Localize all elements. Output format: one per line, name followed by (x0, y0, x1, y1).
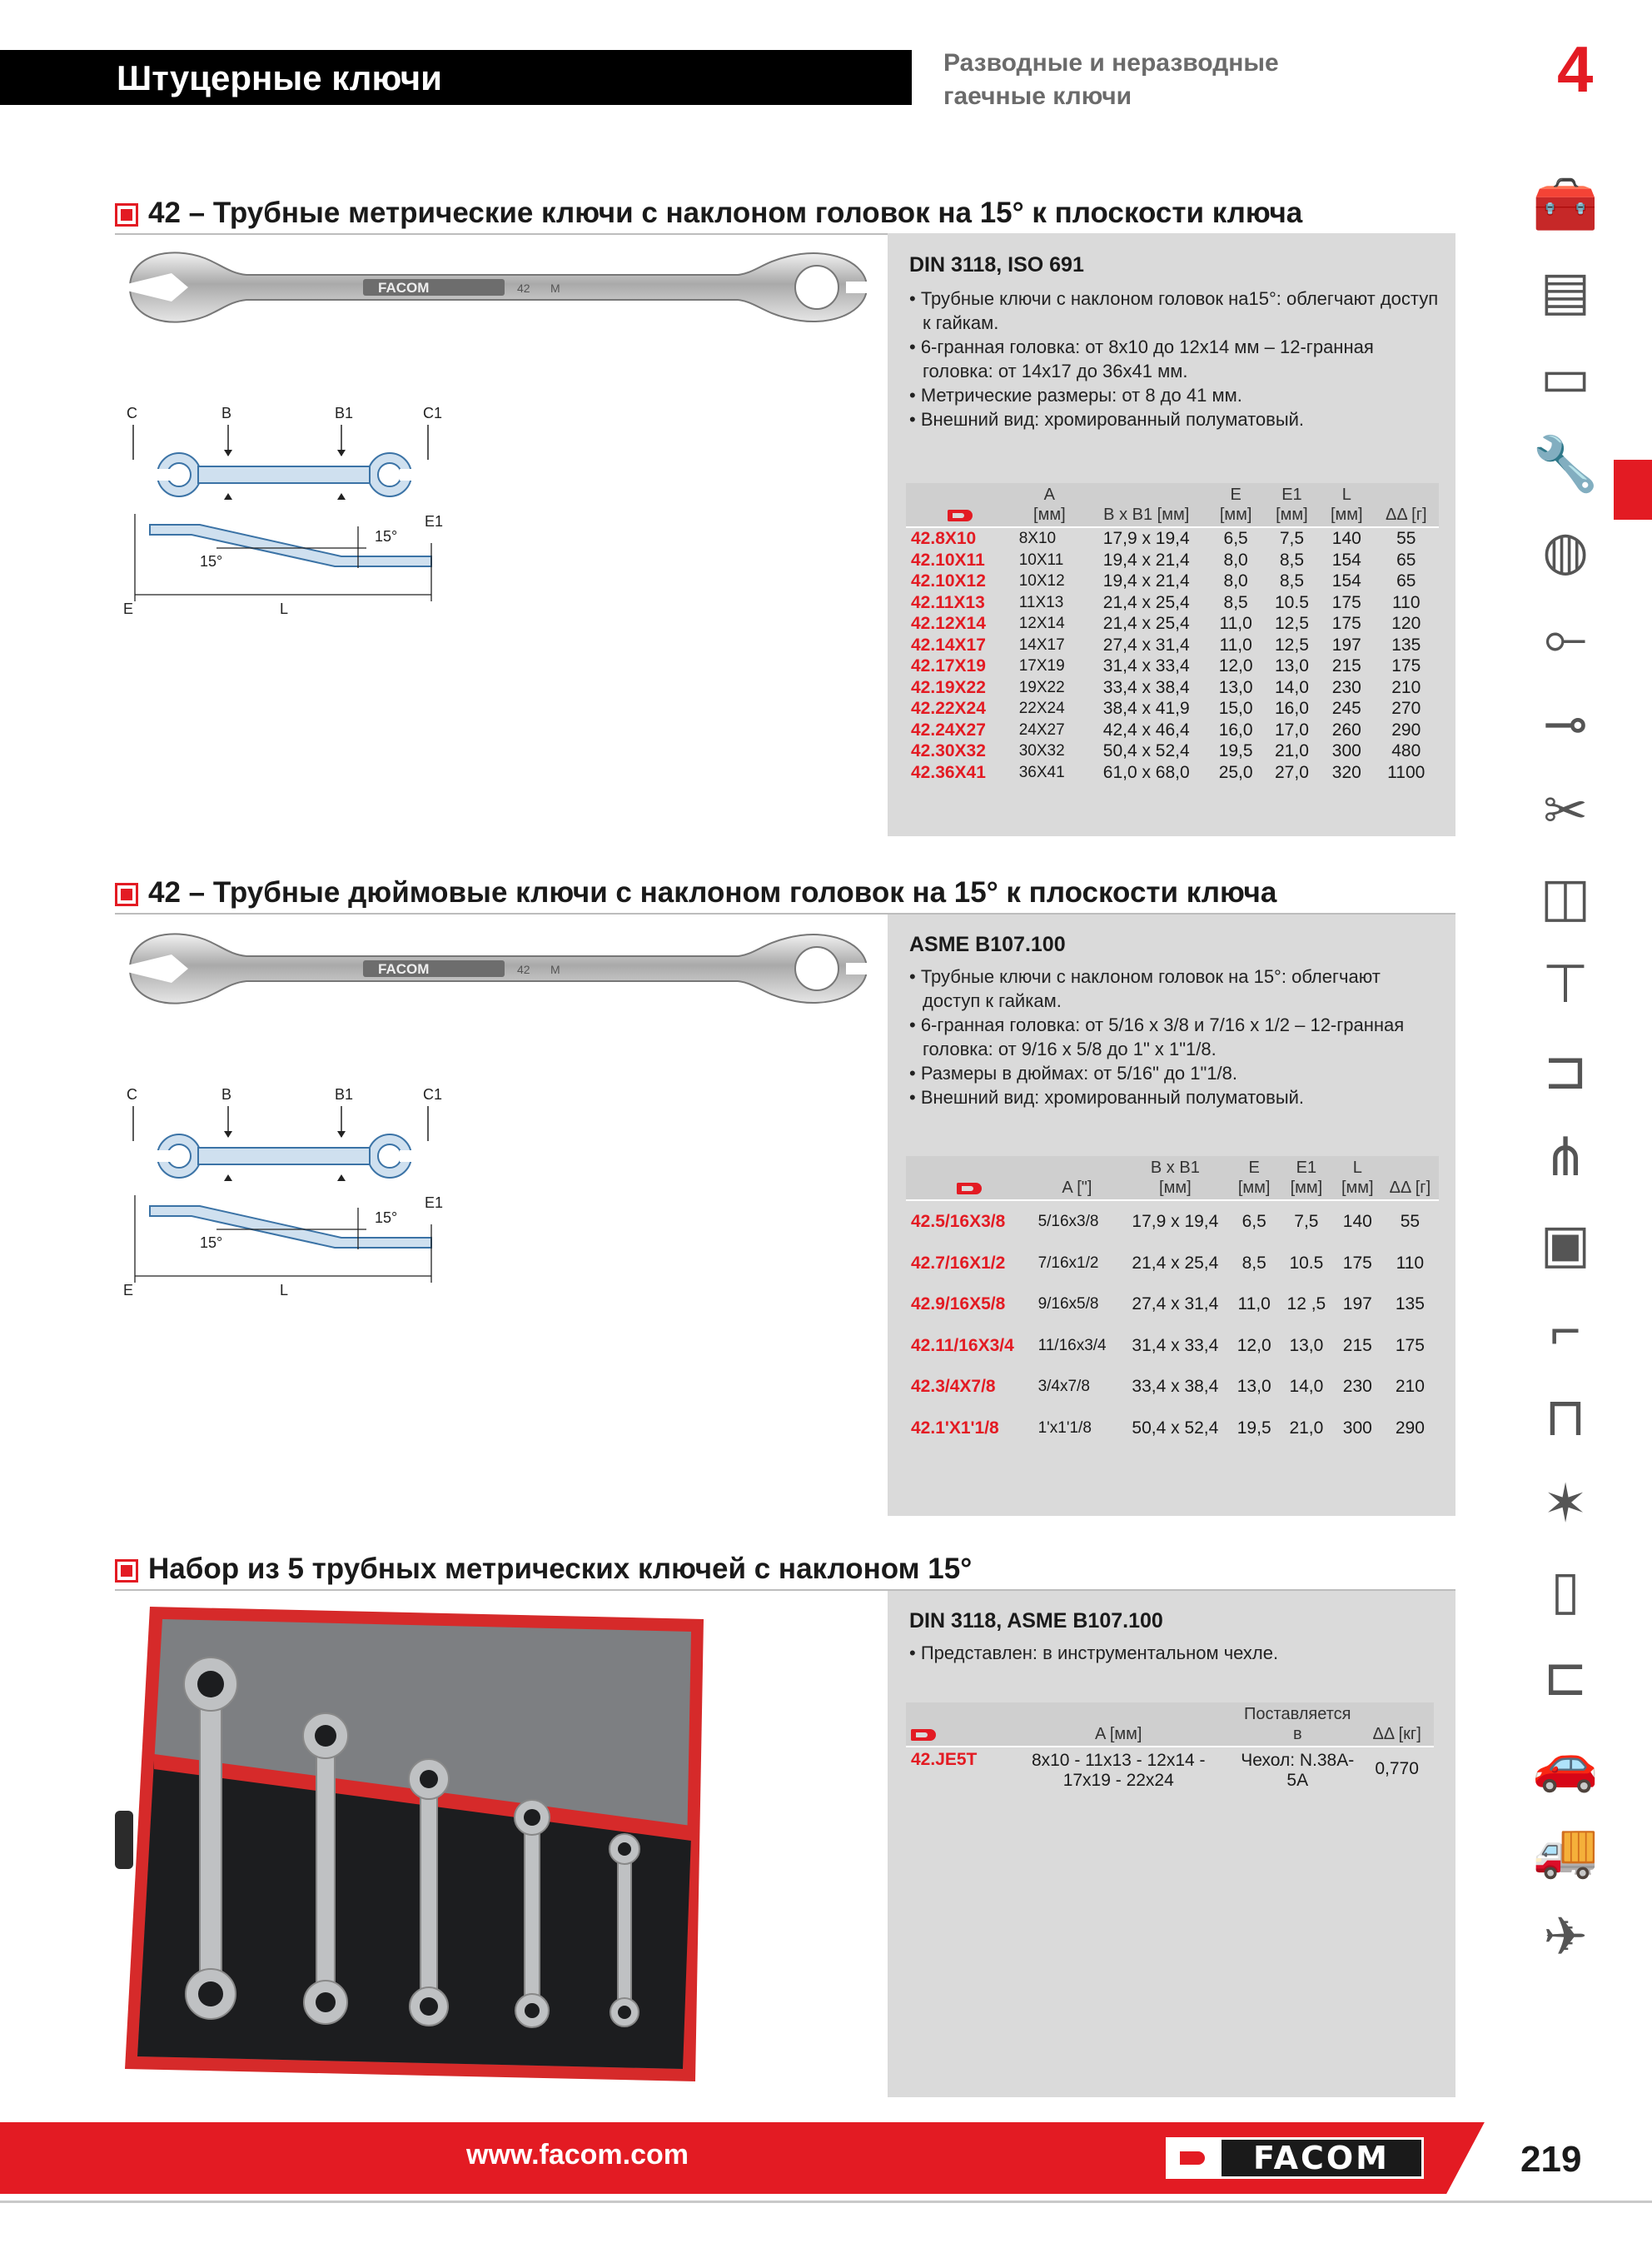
value-cell: 12,0 (1237, 1335, 1271, 1355)
feature-list (909, 1641, 1442, 1665)
value-cell: 230 (1342, 1377, 1372, 1396)
value-cell: 14,0 (1289, 1377, 1324, 1396)
weight-icon: ΔΔ (1385, 506, 1407, 524)
column-header: B x B1 [мм] (1085, 483, 1208, 527)
value-cell: 12,5 (1275, 614, 1309, 633)
weight-icon: ΔΔ (1389, 1179, 1411, 1197)
value-cell: 210 (1395, 1377, 1425, 1396)
ref-cell: 42.8X10 (911, 529, 977, 548)
svg-text:C1: C1 (423, 405, 443, 421)
roller-cabinet-icon[interactable]: ▤ (1540, 260, 1591, 321)
ref-cell: 42.11X13 (911, 592, 985, 612)
value-cell: 290 (1395, 1418, 1425, 1438)
facom-ref-icon (948, 510, 973, 521)
value-cell: 14,0 (1275, 677, 1309, 697)
car-icon[interactable]: 🚗 (1532, 1732, 1599, 1793)
socket-icon[interactable]: ◍ (1542, 520, 1589, 581)
size-cell: 8x10 - 11x13 - 12x14 - 17x19 - 22x24 (1031, 1751, 1206, 1790)
size-cell: 8X10 (1018, 530, 1057, 547)
standard-label: ASME B107.100 (909, 933, 1066, 956)
page-title: Штуцерные ключи (117, 58, 442, 97)
value-cell: 154 (1331, 571, 1361, 591)
column-header: A ["] (1033, 1156, 1122, 1200)
feature-list (909, 964, 1442, 1109)
safety-icon[interactable]: ✶ (1543, 1473, 1588, 1533)
dimension-diagram-metric (117, 401, 450, 618)
value-cell: 175 (1331, 614, 1361, 633)
value-cell: 25,0 (1218, 762, 1253, 782)
table-row (906, 698, 1439, 720)
weight-icon: ΔΔ (1372, 1725, 1395, 1743)
value-cell: 8,5 (1223, 592, 1248, 612)
value-cell: 8,0 (1223, 550, 1248, 570)
spec-panel-metric (888, 233, 1455, 836)
table-row (906, 720, 1439, 741)
value-cell: 33,4 x 38,4 (1132, 1377, 1219, 1396)
ref-column-header (906, 1156, 1033, 1200)
ref-cell: 42.10X11 (911, 550, 985, 570)
value-cell: 320 (1331, 762, 1361, 782)
value-cell: 19,4 x 21,4 (1102, 571, 1190, 591)
ref-cell: 42.36X41 (911, 762, 986, 782)
value-cell: 16,0 (1218, 720, 1253, 740)
weight-column-header: ΔΔ [г] (1381, 1156, 1439, 1200)
ref-cell: 42.9/16X5/8 (911, 1294, 1006, 1313)
feature-item: • Трубные ключи с наклоном головок на 15°: облегчают доступ к гайкам. (909, 966, 1381, 1011)
section-bullet-icon (115, 1559, 138, 1583)
wrench-icon[interactable]: 🔧 (1532, 433, 1599, 494)
column-header: A [мм] (1014, 483, 1085, 527)
size-cell: 11X13 (1018, 593, 1064, 611)
value-cell: 6,5 (1241, 1212, 1266, 1231)
impact-wrench-icon[interactable]: ⌐ (1550, 1300, 1581, 1360)
svg-text:15°: 15° (200, 1234, 223, 1251)
ref-cell: 42.1'X1'1/8 (911, 1418, 999, 1438)
size-cell: 7/16x1/2 (1037, 1254, 1099, 1272)
svg-text:C: C (127, 405, 137, 421)
circuit-breaker-icon[interactable]: ▯ (1550, 1559, 1580, 1620)
value-cell: 135 (1395, 1294, 1425, 1313)
svg-text:B1: B1 (335, 1086, 354, 1103)
svg-text:15°: 15° (375, 1209, 398, 1226)
value-cell: 197 (1342, 1294, 1372, 1313)
size-cell: 3/4x7/8 (1037, 1378, 1090, 1395)
table-row (906, 762, 1439, 784)
value-cell: 65 (1396, 571, 1416, 591)
size-cell: 14X17 (1018, 636, 1065, 654)
ratchet-icon[interactable]: ⟜ (1544, 606, 1587, 667)
ref-column-header (906, 1702, 1002, 1747)
ref-cell: 42.17X19 (911, 656, 986, 675)
svg-text:B1: B1 (335, 405, 354, 421)
column-header: A [мм] (1002, 1702, 1235, 1747)
table-row (906, 1366, 1439, 1408)
table-row (906, 677, 1439, 699)
value-cell: 300 (1331, 741, 1361, 760)
chapter-title-line1: Разводные и неразводные (943, 49, 1279, 77)
column-header: L [мм] (1320, 483, 1373, 527)
value-cell: 21,0 (1275, 741, 1309, 760)
value-cell: 19,5 (1218, 741, 1253, 760)
size-cell: 11/16x3/4 (1037, 1336, 1107, 1354)
value-cell: 10.5 (1275, 592, 1309, 612)
weight-cell: 0,770 (1375, 1759, 1419, 1779)
column-header: E [мм] (1208, 483, 1264, 527)
facom-logo-mark-icon (1168, 2140, 1222, 2176)
value-cell: 50,4 x 52,4 (1102, 741, 1190, 760)
table-row (906, 740, 1439, 762)
feature-item: • 6-гранная головка: от 5/16 x 3/8 и 7/16 x 1/2 – 12-гранная головка: от 9/16 x 5/8 до 1" x 1"1/8. (909, 1014, 1405, 1059)
value-cell: 27,0 (1275, 762, 1309, 782)
value-cell: 19,4 x 21,4 (1102, 550, 1190, 570)
value-cell: 31,4 x 33,4 (1102, 656, 1190, 675)
column-header: L [мм] (1334, 1156, 1381, 1200)
column-header: E1 [мм] (1264, 483, 1320, 527)
value-cell: 215 (1331, 656, 1361, 675)
feature-item: • 6-гранная головка: от 8x10 до 12x14 мм – 12-гранная головка: от 14x17 до 36x41 мм. (909, 336, 1374, 381)
ref-cell: 42.22X24 (911, 699, 986, 718)
value-cell: 6,5 (1223, 529, 1248, 548)
svg-text:L: L (280, 601, 289, 617)
active-category-marker (1614, 460, 1652, 520)
value-cell: 61,0 x 68,0 (1102, 762, 1190, 782)
value-cell: 1100 (1387, 762, 1426, 782)
value-cell: 11,0 (1219, 614, 1252, 633)
size-cell: 12X14 (1018, 615, 1065, 632)
ref-cell: 42.12X14 (911, 614, 986, 633)
wrench-model-engraving: 42 (517, 282, 530, 295)
value-cell: 13,0 (1218, 677, 1253, 697)
wrench-set-pouch-photo (108, 1602, 716, 2086)
value-cell: 245 (1331, 699, 1361, 718)
value-cell: 13,0 (1275, 656, 1309, 675)
value-cell: 21,4 x 25,4 (1102, 592, 1190, 612)
value-cell: 19,5 (1237, 1418, 1271, 1438)
table-row (906, 1325, 1439, 1367)
table-row (906, 571, 1439, 592)
table-row (906, 1408, 1439, 1449)
feature-list (909, 287, 1442, 431)
value-cell: 17,9 x 19,4 (1102, 529, 1190, 548)
size-cell: 9/16x5/8 (1037, 1295, 1099, 1313)
value-cell: 12,0 (1218, 656, 1253, 675)
value-cell: 135 (1391, 635, 1421, 655)
ref-cell: 42.5/16X3/8 (911, 1212, 1006, 1231)
value-cell: 175 (1391, 656, 1421, 675)
value-cell: 27,4 x 31,4 (1102, 635, 1190, 655)
ref-column-header (906, 483, 1014, 527)
footer-url[interactable]: www.facom.com (466, 2139, 689, 2171)
size-cell: 1'x1'1/8 (1037, 1418, 1092, 1437)
table-row (906, 550, 1439, 571)
value-cell: 33,4 x 38,4 (1102, 677, 1190, 697)
size-cell: 24X27 (1018, 720, 1065, 739)
size-cell: 5/16x3/8 (1037, 1213, 1099, 1230)
value-cell: 11,0 (1237, 1294, 1271, 1313)
facom-ref-icon (957, 1183, 982, 1194)
value-cell: 11,0 (1219, 635, 1252, 655)
size-cell: 19X22 (1018, 678, 1065, 696)
feature-item: • Внешний вид: хромированный полуматовый. (909, 1087, 1305, 1108)
ref-cell: 42.10X12 (911, 571, 986, 591)
column-header: B x B1 [мм] (1121, 1156, 1229, 1200)
table-row (906, 635, 1439, 656)
value-cell: 270 (1391, 699, 1421, 718)
flare-wrench-photo (113, 923, 873, 1014)
wrench-brand-engraving: FACOM (378, 280, 430, 296)
chapter-title-line2: гаечные ключи (943, 82, 1132, 110)
ref-cell: 42.7/16X1/2 (911, 1253, 1006, 1273)
svg-text:E: E (123, 1282, 134, 1298)
value-cell: 300 (1342, 1418, 1372, 1438)
size-cell: 22X24 (1018, 700, 1065, 717)
value-cell: 8,5 (1279, 571, 1305, 591)
value-cell: 65 (1396, 550, 1416, 570)
multimeter-icon[interactable]: ▣ (1540, 1213, 1591, 1274)
value-cell: 110 (1392, 592, 1421, 612)
size-cell: 30X32 (1018, 742, 1065, 760)
section-heading-metric: 42 – Трубные метрические ключи с наклоном головок на 15° к плоскости ключа (115, 197, 1455, 235)
spec-table-metric (906, 483, 1439, 783)
column-header: E [мм] (1229, 1156, 1278, 1200)
value-cell: 21,4 x 25,4 (1132, 1253, 1219, 1273)
value-cell: 55 (1396, 529, 1416, 548)
wrench-mark-engraving: M (550, 963, 560, 976)
truck-icon[interactable]: 🚚 (1532, 1819, 1599, 1880)
screwdriver-icon[interactable]: ⊸ (1543, 693, 1588, 754)
value-cell: 260 (1331, 720, 1361, 740)
spec-panel-set (888, 1591, 1455, 2097)
facom-ref-icon (911, 1729, 936, 1741)
wrench-brand-engraving: FACOM (378, 961, 430, 977)
value-cell: 7,5 (1294, 1212, 1319, 1231)
hammer-icon[interactable]: ⊤ (1542, 953, 1589, 1014)
value-cell: 13,0 (1289, 1335, 1324, 1355)
value-cell: 50,4 x 52,4 (1132, 1418, 1219, 1438)
value-cell: 42,4 x 46,4 (1102, 720, 1190, 740)
footer-rule (0, 2201, 1652, 2203)
value-cell: 27,4 x 31,4 (1132, 1294, 1219, 1313)
value-cell: 12,5 (1275, 635, 1309, 655)
value-cell: 8,5 (1241, 1253, 1266, 1273)
spec-table-inch (906, 1156, 1439, 1448)
column-header: Поставляется в (1235, 1702, 1360, 1747)
weight-column-header: ΔΔ [г] (1374, 483, 1439, 527)
spec-panel-inch (888, 915, 1455, 1516)
dimension-diagram-inch (117, 1083, 450, 1299)
table-row (906, 1283, 1439, 1325)
airplane-icon[interactable]: ✈ (1543, 1906, 1588, 1966)
value-cell: 210 (1391, 677, 1421, 697)
section-heading-set: Набор из 5 трубных метрических ключей с наклоном 15° (115, 1553, 1455, 1591)
tool-box-icon[interactable]: ▭ (1540, 346, 1591, 407)
value-cell: 17,0 (1275, 720, 1309, 740)
table-row (906, 1243, 1439, 1284)
wrench-mark-engraving: M (550, 282, 560, 295)
value-cell: 7,5 (1279, 529, 1305, 548)
svg-text:B: B (221, 1086, 232, 1103)
size-cell: 10X11 (1018, 551, 1064, 569)
tool-chest-icon[interactable]: 🧰 (1532, 173, 1599, 234)
svg-text:E1: E1 (425, 1194, 444, 1211)
column-header: E1 [мм] (1279, 1156, 1334, 1200)
table-row (906, 1200, 1439, 1243)
ref-cell: 42.19X22 (911, 677, 986, 697)
svg-text:C: C (127, 1086, 137, 1103)
section-bullet-icon (115, 883, 138, 906)
ref-cell: 42.14X17 (911, 635, 986, 655)
supplied-in-cell: Чехол: N.38A-5A (1241, 1751, 1355, 1790)
table-row (906, 613, 1439, 635)
wrench-model-engraving: 42 (517, 963, 530, 976)
feature-item: • Размеры в дюймах: от 5/16" до 1"1/8. (909, 1063, 1237, 1084)
feature-item: • Представлен: в инструментальном чехле. (909, 1642, 1279, 1663)
svg-text:15°: 15° (200, 553, 223, 570)
table-row (906, 527, 1439, 550)
pliers-icon[interactable]: ✂ (1543, 780, 1588, 840)
ref-cell: 42.3/4X7/8 (911, 1377, 996, 1396)
chapter-title (943, 47, 1360, 113)
svg-text:E: E (123, 601, 134, 617)
standard-label: DIN 3118, ISO 691 (909, 253, 1084, 277)
ref-cell: 42.11/16X3/4 (911, 1335, 1014, 1355)
value-cell: 13,0 (1237, 1377, 1271, 1396)
value-cell: 140 (1331, 529, 1361, 548)
hacksaw-icon[interactable]: ⊐ (1543, 1039, 1588, 1100)
value-cell: 8,5 (1279, 550, 1305, 570)
svg-text:B: B (221, 405, 232, 421)
value-cell: 175 (1395, 1335, 1425, 1355)
facom-logo: FACOM (1166, 2137, 1424, 2179)
spec-table-set (906, 1702, 1434, 1791)
value-cell: 197 (1331, 635, 1361, 655)
table-row (906, 592, 1439, 614)
value-cell: 17,9 x 19,4 (1132, 1212, 1219, 1231)
standard-label: DIN 3118, ASME B107.100 (909, 1609, 1163, 1632)
size-cell: 17X19 (1018, 657, 1065, 675)
feature-item: • Трубные ключи с наклоном головок на15°: облегчают доступ к гайкам. (909, 288, 1439, 333)
ref-cell: 42.JE5T (911, 1750, 978, 1769)
value-cell: 230 (1331, 677, 1361, 697)
flare-wrench-photo (113, 242, 873, 333)
vise-icon[interactable]: ⊓ (1545, 1386, 1586, 1447)
table-row (906, 1747, 1434, 1791)
feature-item: • Внешний вид: хромированный полуматовый. (909, 409, 1305, 430)
value-cell: 215 (1342, 1335, 1372, 1355)
puller-icon[interactable]: ⋔ (1543, 1126, 1588, 1187)
value-cell: 21,4 x 25,4 (1102, 614, 1190, 633)
value-cell: 15,0 (1218, 699, 1253, 718)
value-cell: 31,4 x 33,4 (1132, 1335, 1219, 1355)
tape-measure-icon[interactable]: ◫ (1540, 866, 1591, 927)
table-row (906, 655, 1439, 677)
value-cell: 16,0 (1275, 699, 1309, 718)
value-cell: 154 (1331, 550, 1361, 570)
value-cell: 55 (1400, 1212, 1421, 1231)
ref-cell: 42.30X32 (911, 741, 986, 760)
feature-item: • Метрические размеры: от 8 до 41 мм. (909, 385, 1242, 406)
value-cell: 10.5 (1289, 1253, 1324, 1273)
svg-text:E1: E1 (425, 513, 444, 530)
chapter-number: 4 (1557, 32, 1594, 106)
value-cell: 38,4 x 41,9 (1102, 699, 1190, 718)
size-cell: 36X41 (1018, 763, 1065, 781)
value-cell: 120 (1391, 614, 1421, 633)
value-cell: 480 (1391, 741, 1421, 760)
section-bullet-icon (115, 203, 138, 227)
page-number: 219 (1520, 2139, 1582, 2180)
handle-icon[interactable]: ⊏ (1543, 1646, 1588, 1707)
weight-column-header: ΔΔ [кг] (1360, 1702, 1434, 1747)
svg-text:15°: 15° (375, 528, 398, 545)
value-cell: 140 (1342, 1212, 1372, 1231)
svg-text:L: L (280, 1282, 289, 1298)
section-heading-inch: 42 – Трубные дюймовые ключи с наклоном головок на 15° к плоскости ключа (115, 876, 1455, 915)
value-cell: 8,0 (1223, 571, 1248, 591)
value-cell: 175 (1342, 1253, 1372, 1273)
value-cell: 175 (1331, 592, 1361, 612)
value-cell: 21,0 (1289, 1418, 1324, 1438)
ref-cell: 42.24X27 (911, 720, 986, 740)
value-cell: 12 ,5 (1286, 1294, 1326, 1313)
value-cell: 290 (1391, 720, 1421, 740)
size-cell: 10X12 (1018, 572, 1065, 590)
value-cell: 110 (1396, 1253, 1425, 1273)
svg-text:C1: C1 (423, 1086, 443, 1103)
